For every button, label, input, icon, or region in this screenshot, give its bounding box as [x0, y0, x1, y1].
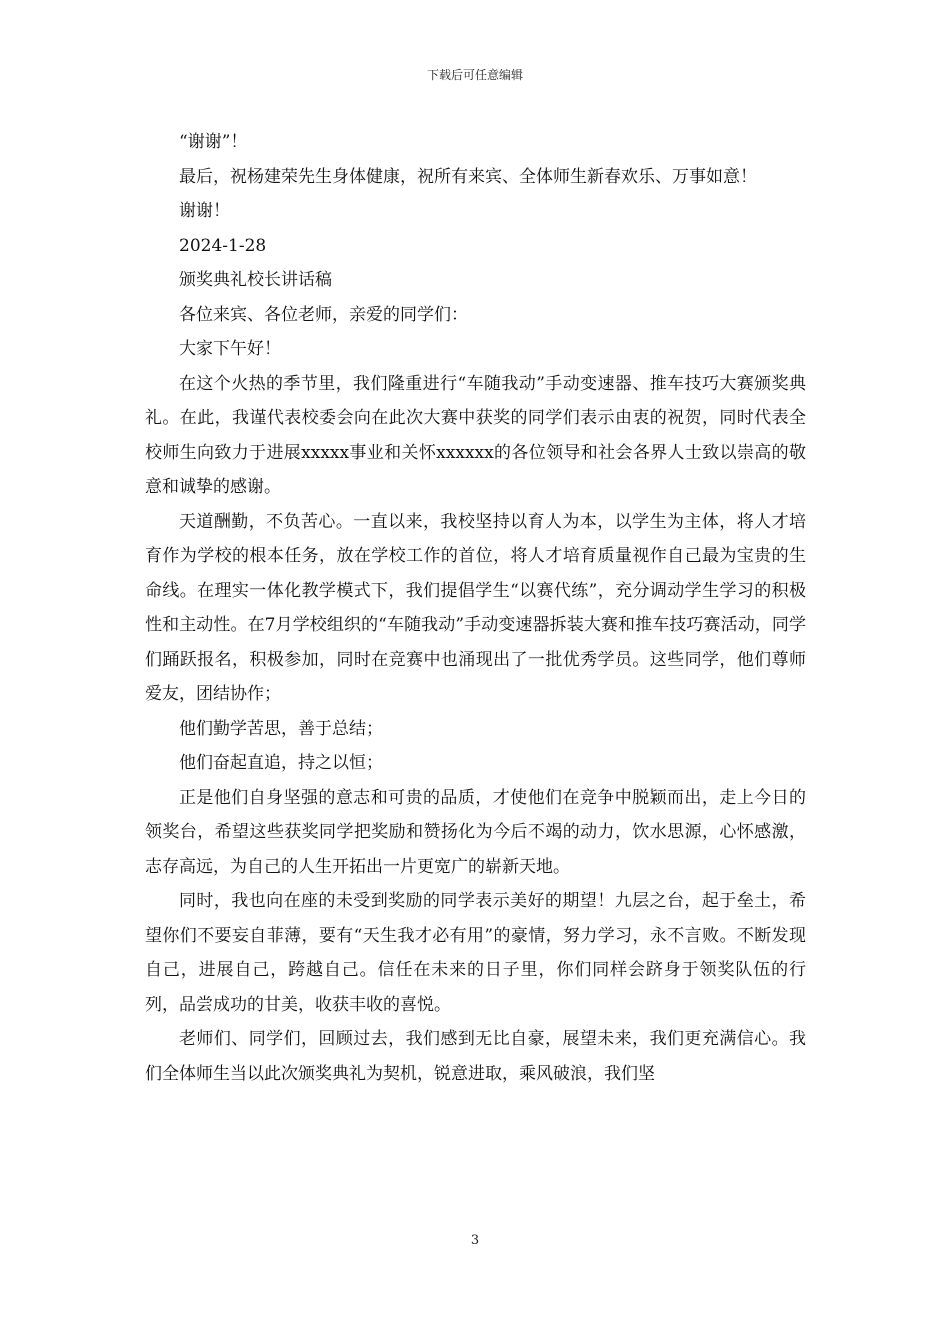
speech-title: 颁奖典礼校长讲话稿 [179, 270, 332, 290]
paragraph-date: 2024-1-28 [179, 235, 267, 256]
paragraph-winners-hope: 正是他们自身坚强的意志和可贵的品质，才使他们在竞争中脱颖而出，走上今日的领奖台，希望这些获奖同学把奖励和赞扬化为今后不竭的动力，饮水思源，心怀感激，志存高远，为自己的人生开拓出一片更宽广的崭新天地。 [145, 787, 806, 877]
page-header-note: 下载后可任意编辑 [426, 68, 523, 82]
paragraph-diligent: 他们勤学苦思，善于总结； [179, 718, 383, 739]
paragraph-salutation: 各位来宾、各位老师，亲爱的同学们： [179, 304, 468, 325]
paragraph-persistent: 他们奋起直追，持之以恒； [179, 753, 383, 773]
paragraph-closing-wishes: 最后，祝杨建荣先生身体健康，祝所有来宾、全体师生新春欢乐、万事如意！ [179, 166, 757, 187]
paragraph-encouragement: 同时，我也向在座的未受到奖励的同学表示美好的期望！九层之台，起于垒土，希望你们不要妄自菲薄，要有“天生我才必有用”的豪情，努力学习，永不言败。不断发现自己，进展自己，跨越自己。信任在未来的日子里，你们同样会跻身于领奖队伍的行列，品尝成功的甘美，收获丰收的喜悦。 [145, 891, 806, 1015]
paragraph-greeting: 大家下午好！ [179, 339, 281, 359]
document-body [145, 125, 806, 1091]
page-number: 3 [470, 1233, 480, 1248]
paragraph-outlook: 老师们、同学们，回顾过去，我们感到无比自豪，展望未来，我们更充满信心。我们全体师生当以此次颁奖典礼为契机，锐意进取，乘风破浪，我们坚 [145, 1029, 806, 1084]
paragraph-thanks: 谢谢！ [179, 201, 230, 221]
paragraph-ceremony-intro: 在这个火热的季节里，我们隆重进行“车随我动”手动变速器、推车技巧大赛颁奖典礼。在此，我谨代表校委会向在此次大赛中获奖的同学们表示由衷的祝贺，同时代表全校师生向致力于进展xxxxx事业和关怀xxxxxx的各位领导和社会各界人士致以崇高的敬意和诚挚的感谢。 [145, 373, 806, 497]
paragraph-thanks-quote: “谢谢”！ [179, 132, 248, 152]
paragraph-school-philosophy: 天道酬勤，不负苦心。一直以来，我校坚持以育人为本，以学生为主体，将人才培育作为学校的根本任务，放在学校工作的首位，将人才培育质量视作自己最为宝贵的生命线。在理实一体化教学模式下，我们提倡学生“以赛代练”，充分调动学生学习的积极性和主动性。在7月学校组织的“车随我动”手动变速器拆装大赛和推车技巧赛活动，同学们踊跃报名，积极参加，同时在竞赛中也涌现出了一批优秀学员。这些同学，他们尊师爱友，团结协作； [145, 511, 806, 704]
